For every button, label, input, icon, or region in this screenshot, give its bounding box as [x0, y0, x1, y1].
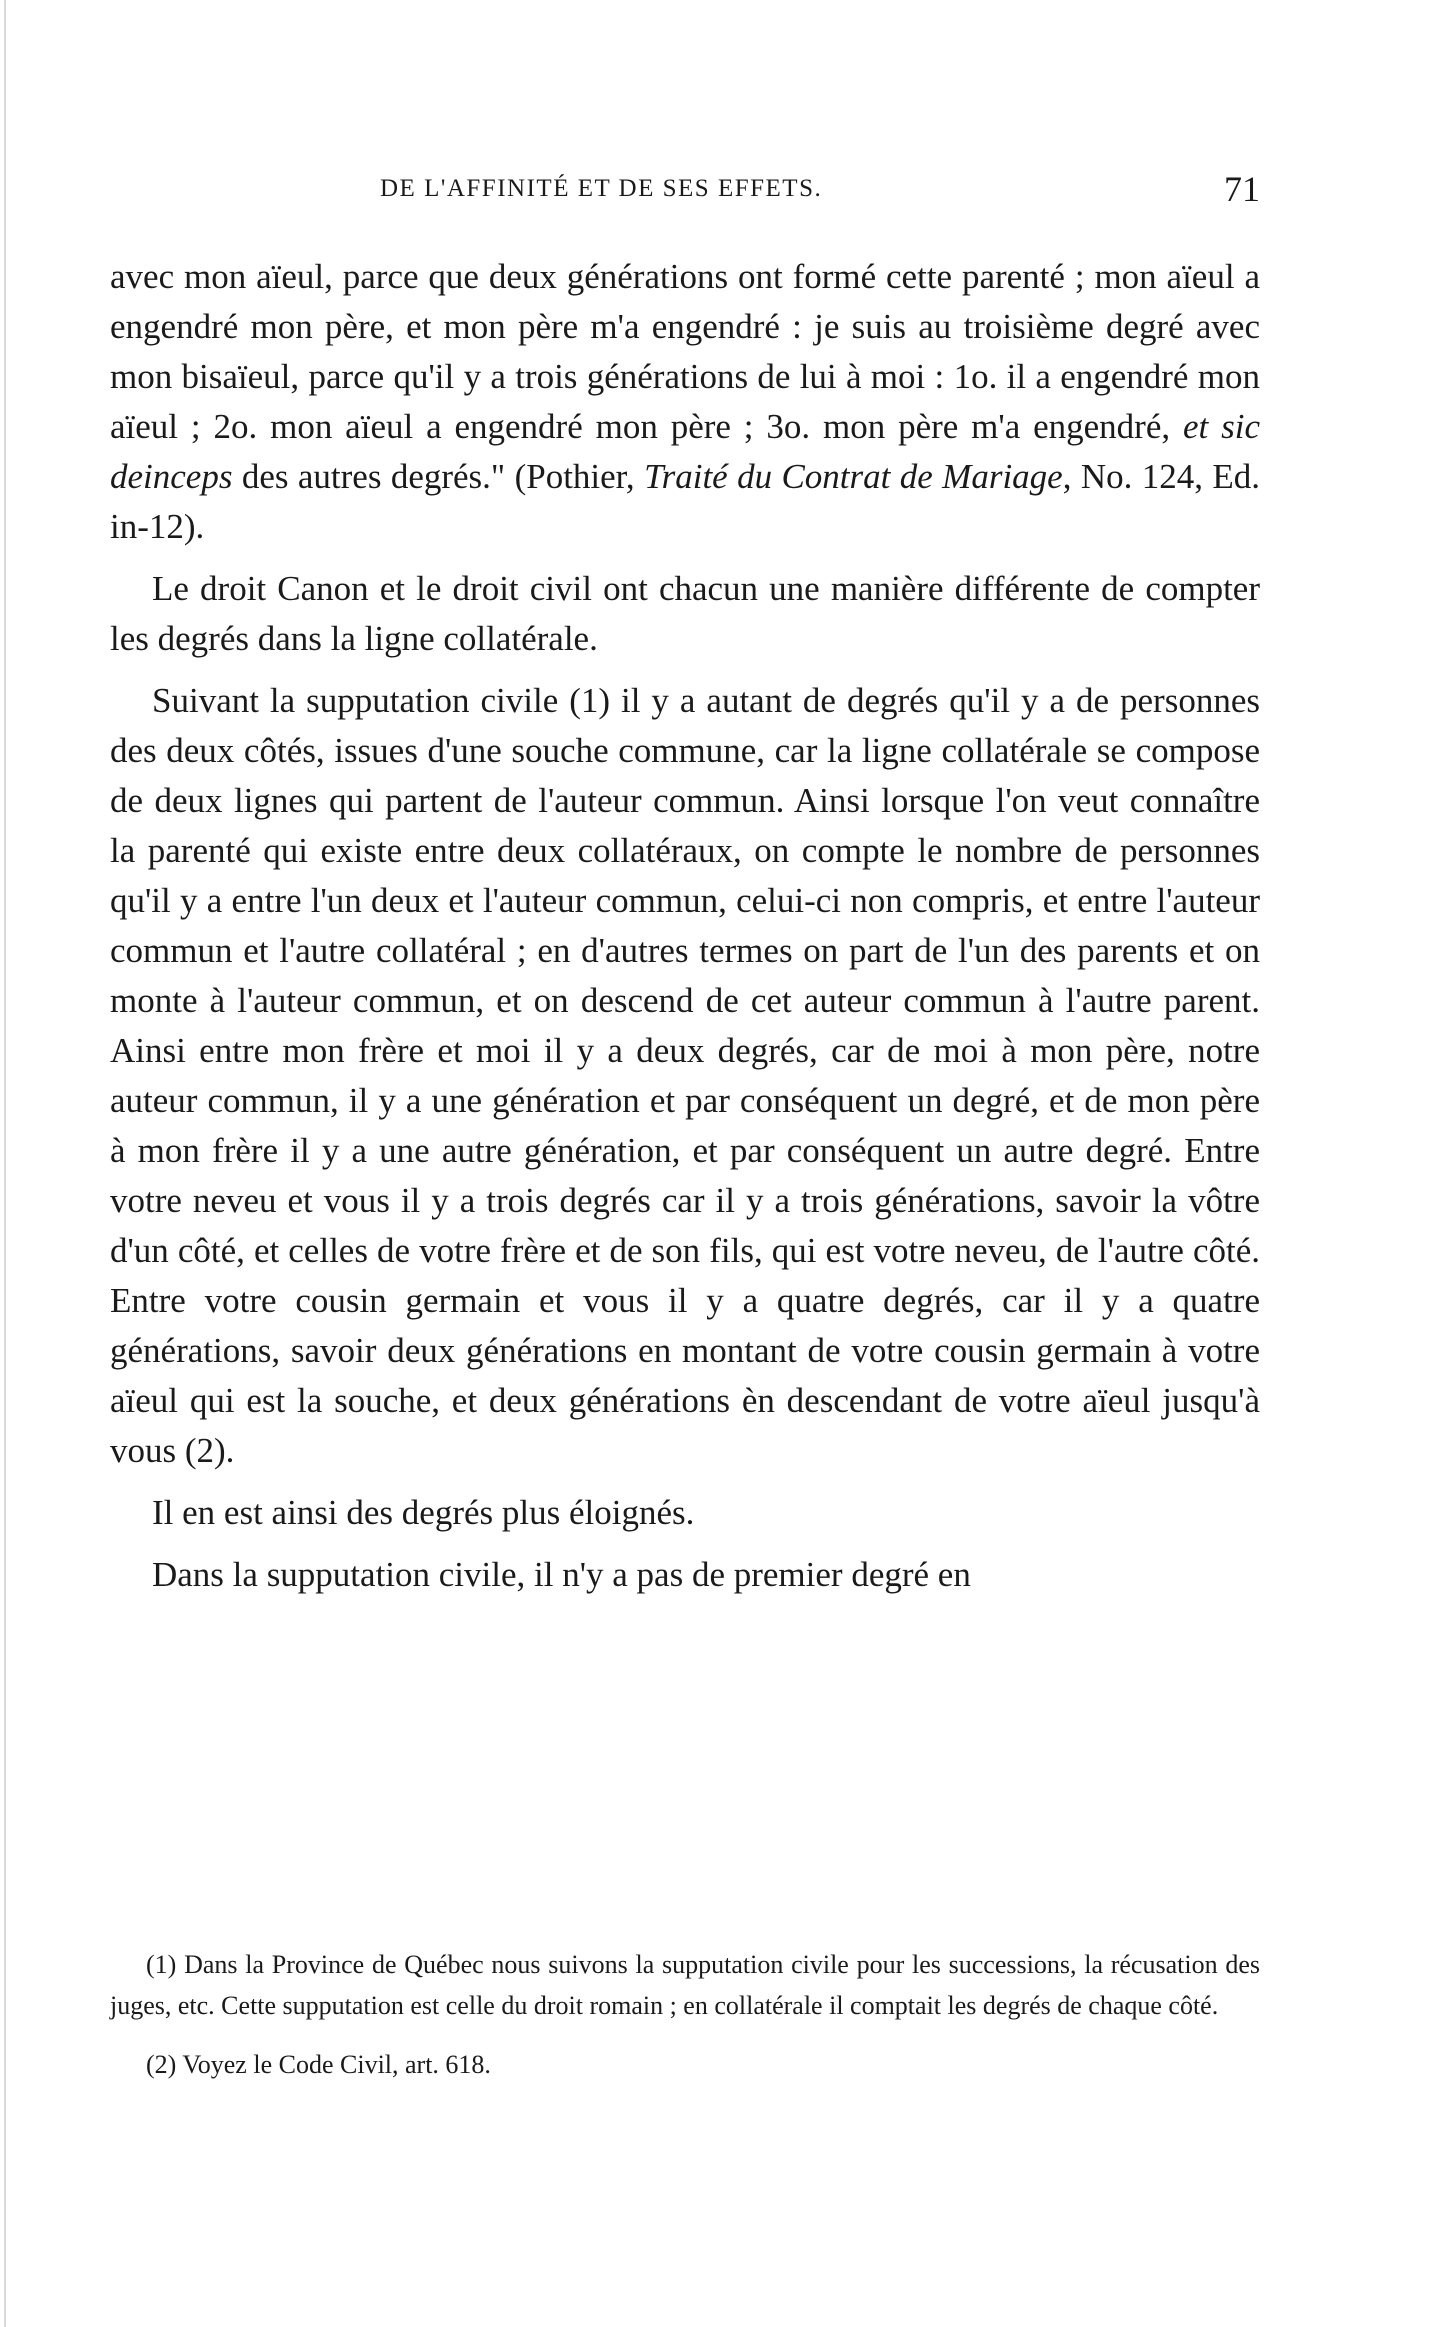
running-head: DE L'AFFINITÉ ET DE SES EFFETS.: [380, 175, 823, 202]
footnotes: [110, 1944, 1260, 2103]
book-page: [110, 0, 1260, 2327]
text-run: Dans la supputation civile, il n'y a pas de premier degré en: [152, 1555, 971, 1594]
text-run: des autres degrés." (Pothier,: [232, 457, 645, 496]
scan-margin-rule: [4, 0, 6, 2327]
page-number: 71: [1224, 169, 1260, 209]
footnote-2: (2) Voyez le Code Civil, art. 618.: [146, 2050, 491, 2079]
italic-phrase: et sic deinceps: [110, 407, 1260, 496]
text-run: Il en est ainsi des degrés plus éloignés.: [152, 1493, 695, 1532]
paragraph-continuation: [110, 252, 1260, 552]
cited-work-title: Traité du Contrat de Mariage: [644, 457, 1063, 496]
paragraph: [110, 564, 1260, 664]
body-text: [110, 252, 1260, 1612]
paragraph: [110, 676, 1260, 1476]
text-run: Le droit Canon et le droit civil ont chacun une manière différente de compter les degrés dans la ligne collatérale.: [110, 569, 1260, 658]
text-run: Suivant la supputation civile (1) il y a autant de degrés qu'il y a de personnes des deux côtés, issues d'une souche commune, car la ligne collatérale se compose de deux lignes qui partent de l'auteur commun. Ainsi lorsque l'on veut connaître la parenté qui existe entre deux collatéraux, on compte le nombre de personnes qu'il y a entre l'un deux et l'auteur commun, celui-ci non compris, et entre l'auteur commun et l'autre collatéral ; en d'autres termes on part de l'un des parents et on monte à l'auteur commun, et on descend de cet auteur commun à l'autre parent. Ainsi entre mon frère et moi il y a deux degrés, car de moi à mon père, notre auteur commun, il y a une génération et par conséquent un degré, et de mon père à mon frère il y a une autre génération, et par conséquent un autre degré. Entre votre neveu et vous il y a trois degrés car il y a trois générations, savoir la vôtre d'un côté, et celles de votre frère et de son fils, qui est votre neveu, de l'autre côté. Entre votre cousin germain et vous il y a quatre degrés, car il y a quatre générations, savoir deux générations en montant de votre cousin germain à votre aïeul qui est la souche, et deux générations èn descendant de votre aïeul jusqu'à vous (2).: [110, 681, 1260, 1470]
paragraph: [110, 1550, 1260, 1600]
footnote-1: (1) Dans la Province de Québec nous suivons la supputation civile pour les successions, la récusation des juges, etc. Cette supputation est celle du droit romain ; en collatérale il comptait les degrés de chaque côté.: [110, 1950, 1260, 2020]
text-run: avec mon aïeul, parce que deux générations ont formé cette parenté ; mon aïeul a engendré mon père, et mon père m'a engendré : je suis au troisième degré avec mon bisaïeul, parce qu'il y a trois générations de lui à moi : 1o. il a engendré mon aïeul ; 2o. mon aïeul a engendré mon père ; 3o. mon père m'a engendré,: [110, 257, 1260, 446]
text-run: , No. 124, Ed. in-12).: [110, 457, 1260, 546]
paragraph: [110, 1488, 1260, 1538]
